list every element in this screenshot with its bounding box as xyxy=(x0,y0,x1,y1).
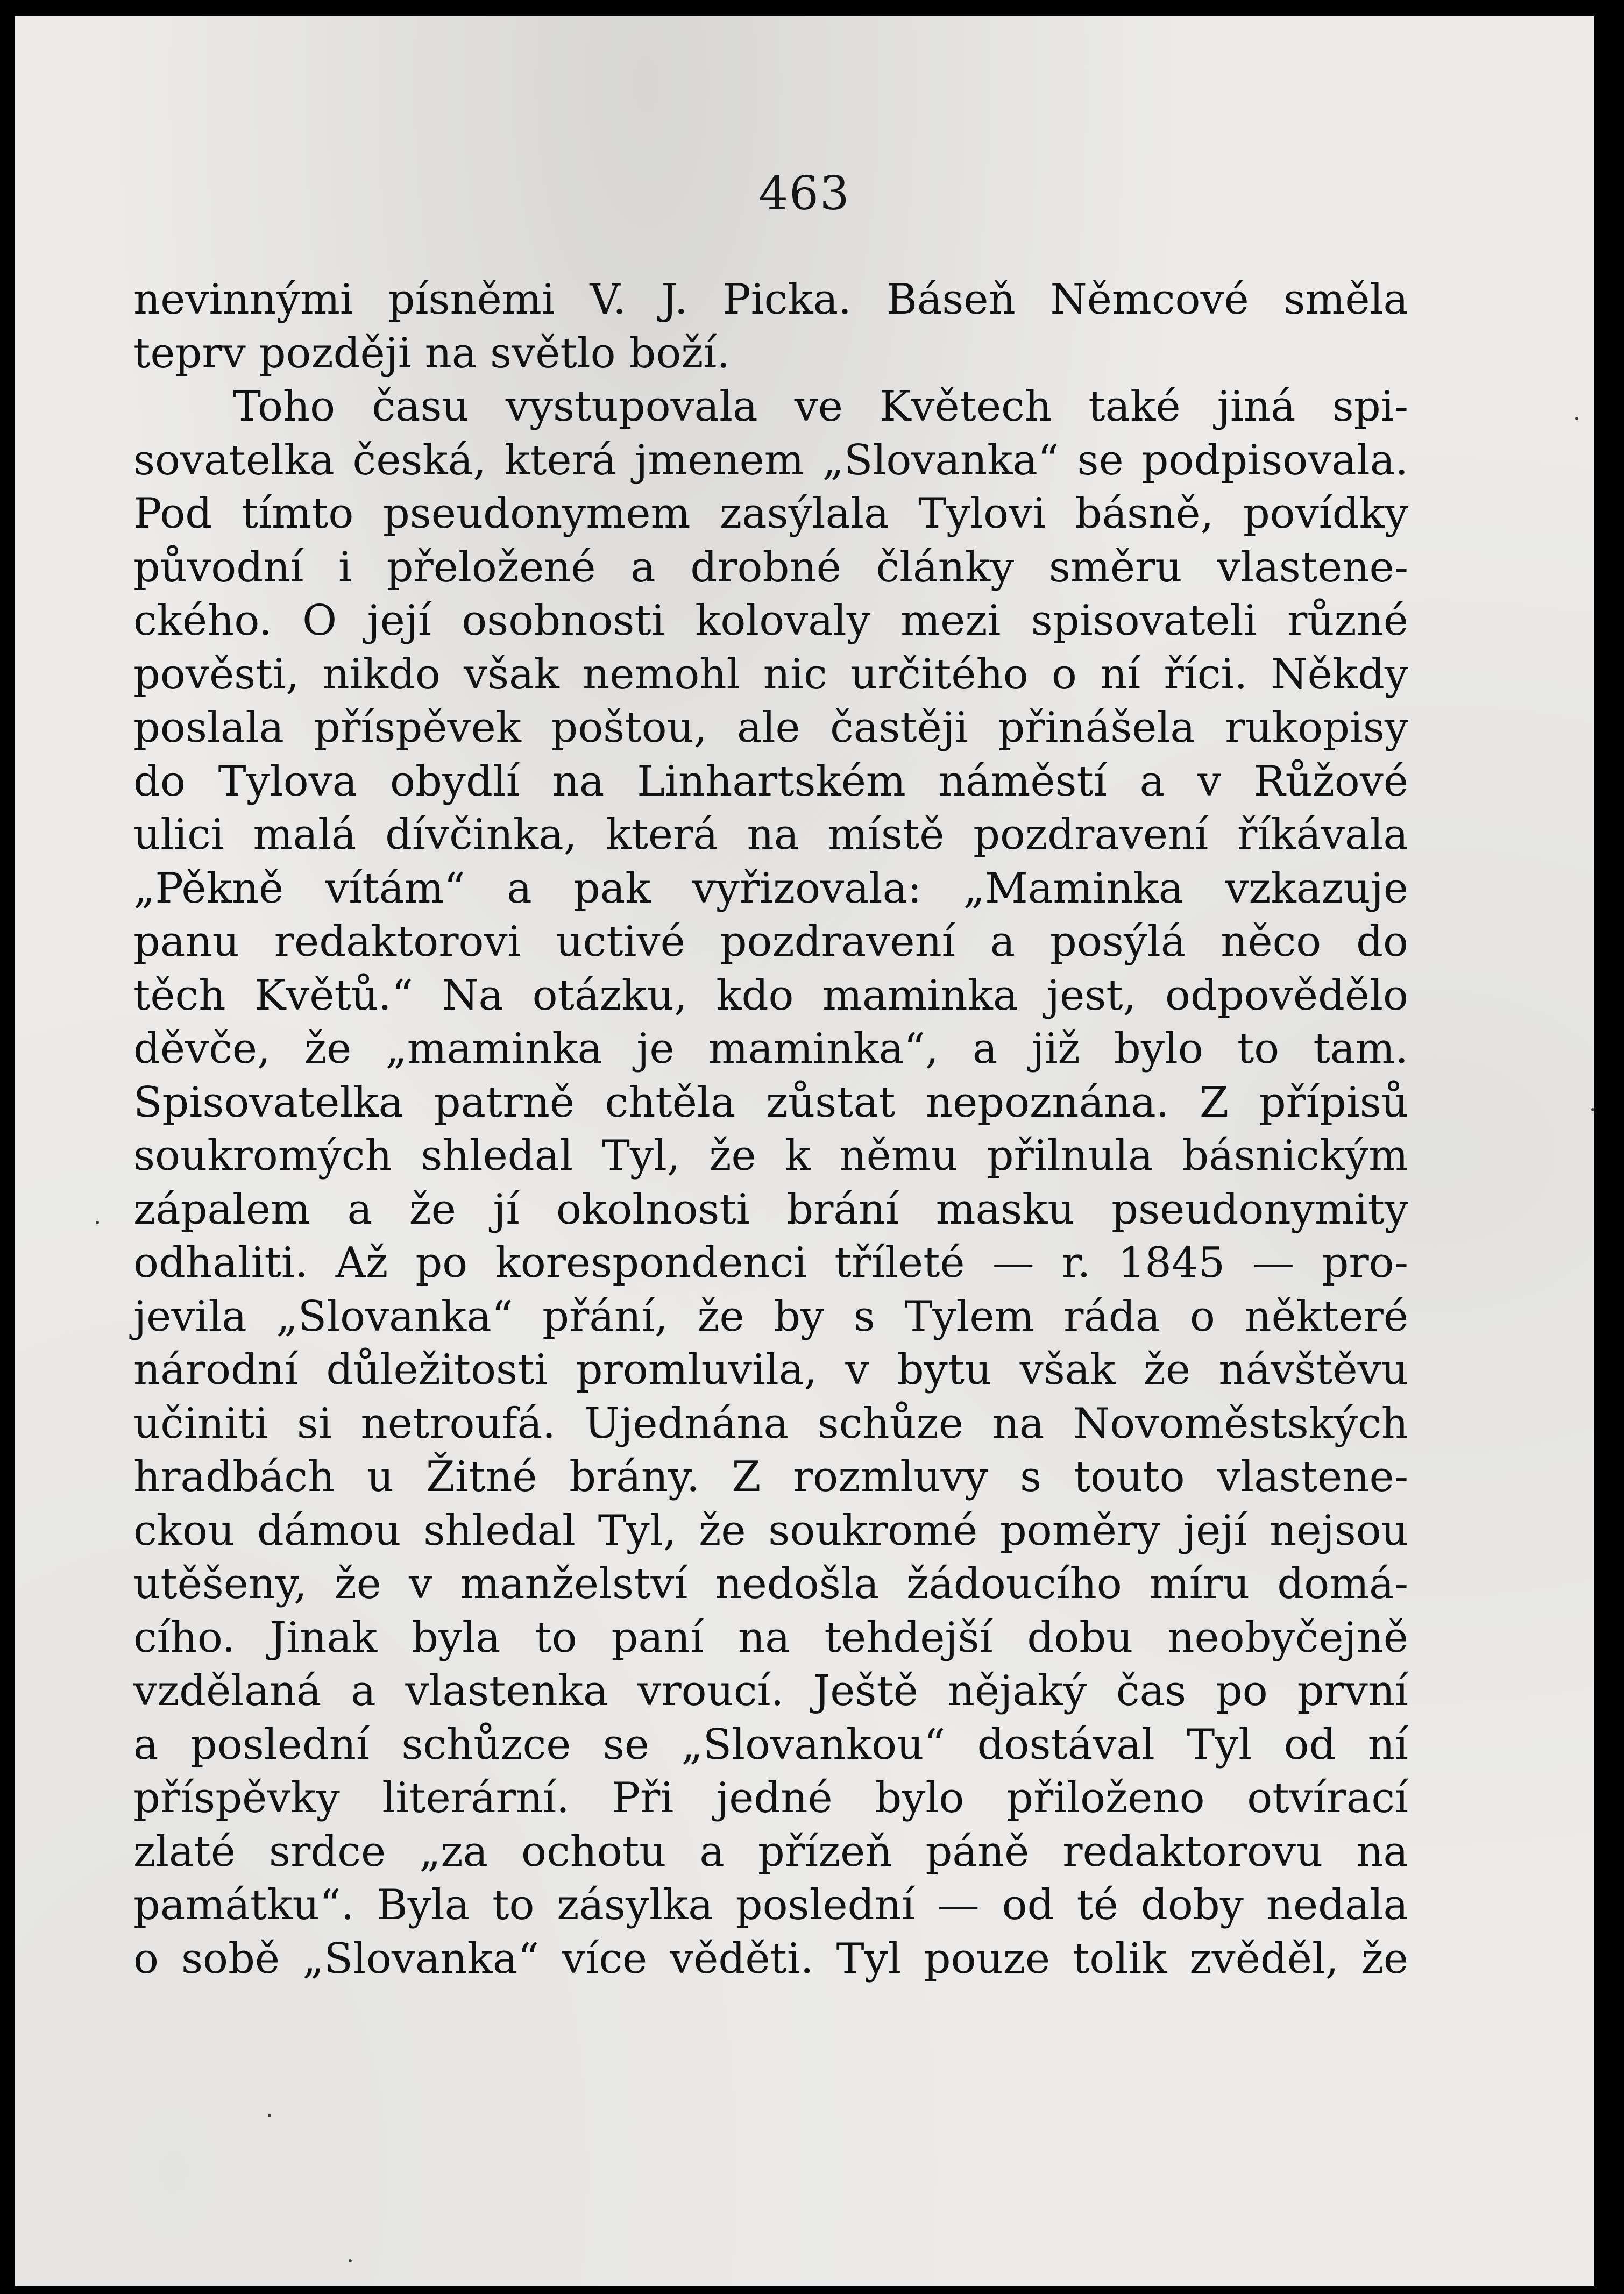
text-line: těch Květů.“ Na otázku, kdo maminka jest, odpovědělo xyxy=(133,971,1408,1020)
text-line: panu redaktorovi uctivé pozdravení a posýlá něco do xyxy=(133,918,1408,966)
page-number: 463 xyxy=(758,167,850,221)
text-line: Spisovatelka patrně chtěla zůstat nepoznána. Z přípisů xyxy=(133,1078,1408,1127)
text-line: děvče, že „maminka je maminka“, a již bylo to tam. xyxy=(133,1025,1408,1073)
text-line: „Pěkně vítám“ a pak vyřizovala: „Maminka vzkazuje xyxy=(133,864,1408,913)
text-line: Toho času vystupovala ve Květech také jiná spi- xyxy=(233,382,1408,431)
text-line: národní důležitosti promluvila, v bytu však že návštěvu xyxy=(133,1346,1408,1394)
text-line: pověsti, nikdo však nemohl nic určitého o ní říci. Někdy xyxy=(133,650,1408,699)
text-line: hradbách u Žitné brány. Z rozmluvy s touto vlastene- xyxy=(133,1453,1408,1501)
text-line: příspěvky literární. Při jedné bylo přiloženo otvírací xyxy=(133,1774,1408,1822)
text-line: památku“. Byla to zásylka poslední — od té doby nedala xyxy=(133,1881,1408,1929)
text-line: do Tylova obydlí na Linhartském náměstí a v Růžové xyxy=(133,757,1408,806)
paper-speck xyxy=(96,1221,99,1224)
body-text xyxy=(133,273,1408,1986)
text-line: sovatelka česká, která jmenem „Slovanka“ se podpisovala. xyxy=(133,436,1408,485)
text-line: teprv později na světlo boží. xyxy=(133,329,731,378)
text-line: poslala příspěvek poštou, ale častěji přinášela rukopisy xyxy=(133,704,1408,752)
text-line: zápalem a že jí okolnosti brání masku pseudonymity xyxy=(133,1185,1408,1234)
text-line: cího. Jinak byla to paní na tehdejší dobu neobyčejně xyxy=(133,1613,1408,1662)
text-line: zlaté srdce „za ochotu a přízeň páně redaktorovu na xyxy=(133,1827,1408,1876)
text-line: odhaliti. Až po korespondenci tříleté — r. 1845 — pro- xyxy=(133,1239,1408,1287)
text-line: utěšeny, že v manželství nedošla žádoucího míru domá- xyxy=(133,1560,1408,1608)
paper-speck xyxy=(1575,417,1578,420)
paper-speck xyxy=(349,2259,352,2262)
text-line: učiniti si netroufá. Ujednána schůze na Novoměstských xyxy=(133,1399,1408,1448)
text-line: Pod tímto pseudonymem zasýlala Tylovi básně, povídky xyxy=(133,489,1408,538)
text-line: soukromých shledal Tyl, že k němu přilnula básnickým xyxy=(133,1132,1408,1180)
text-line: nevinnými písněmi V. J. Picka. Báseň Němcové směla xyxy=(133,275,1408,324)
text-line: ulici malá dívčinka, která na místě pozdravení říkávala xyxy=(133,811,1408,859)
paper-speck xyxy=(1591,1108,1594,1111)
text-line: původní i přeložené a drobné články směru vlastene- xyxy=(133,543,1408,592)
text-line: vzdělaná a vlastenka vroucí. Ještě nějaký čas po první xyxy=(133,1667,1408,1715)
text-line: o sobě „Slovanka“ více věděti. Tyl pouze tolik zvěděl, že xyxy=(133,1934,1408,1983)
text-line: ckého. O její osobnosti kolovaly mezi spisovateli různé xyxy=(133,596,1408,645)
text-line: a poslední schůzce se „Slovankou“ dostával Tyl od ní xyxy=(133,1720,1408,1769)
paper-speck xyxy=(268,2114,271,2117)
book-page xyxy=(15,16,1594,2286)
text-line: ckou dámou shledal Tyl, že soukromé poměry její nejsou xyxy=(133,1506,1408,1555)
text-line: jevila „Slovanka“ přání, že by s Tylem ráda o některé xyxy=(133,1292,1408,1341)
